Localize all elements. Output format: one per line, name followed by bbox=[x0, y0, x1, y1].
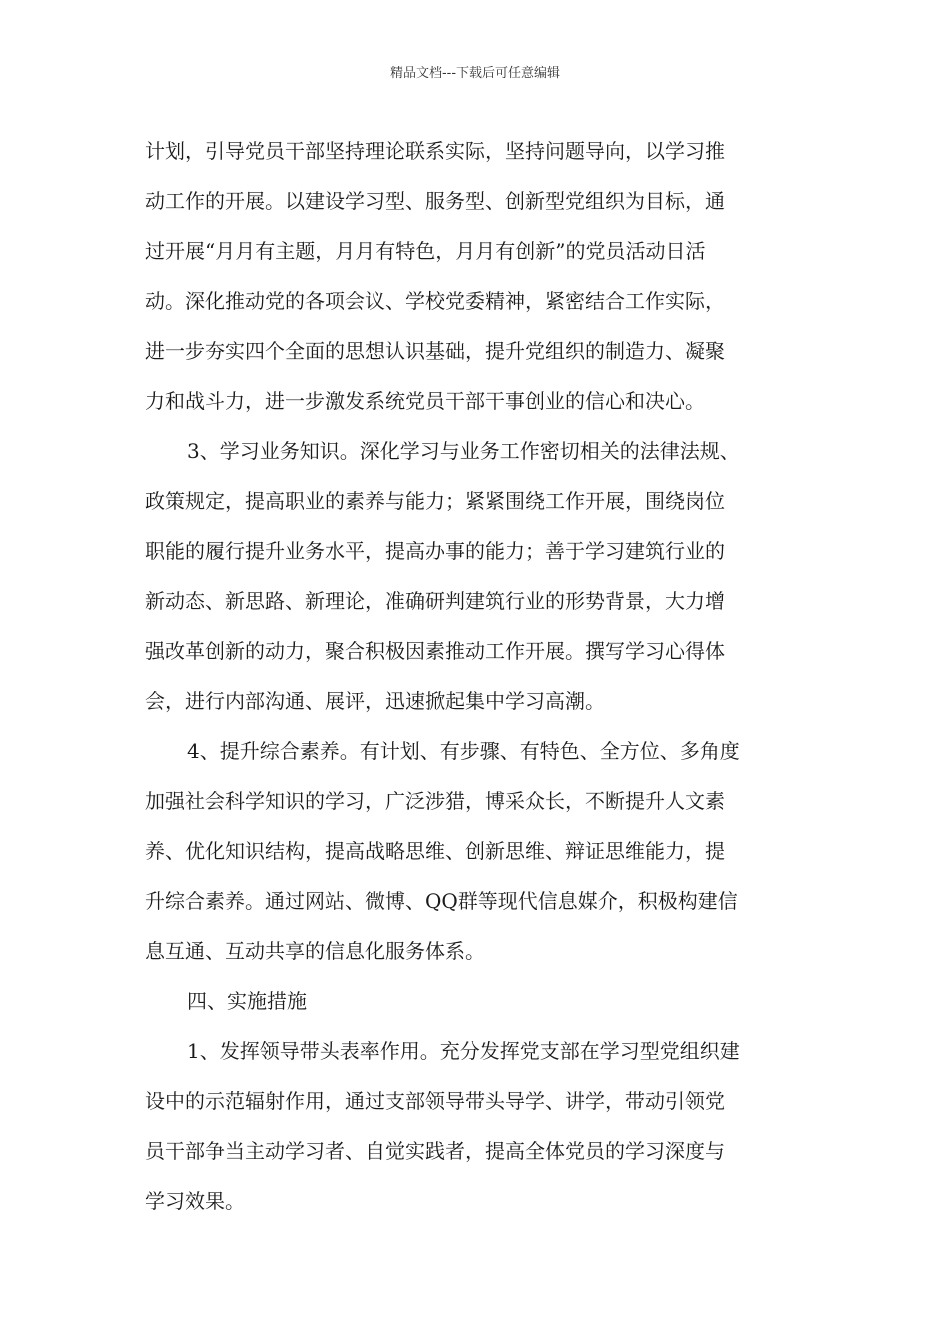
text-line: 加强社会科学知识的学习，广泛涉猎，博采众长，不断提升人文素 bbox=[145, 789, 725, 813]
text-line: 过开展“月月有主题，月月有特色，月月有创新”的党员活动日活 bbox=[145, 239, 706, 263]
text-line: 动。深化推动党的各项会议、学校党委精神，紧密结合工作实际， bbox=[145, 289, 725, 313]
paragraph-start-line: 1、发挥领导带头表率作用。充分发挥党支部在学习型党组织建 bbox=[187, 1039, 740, 1063]
text-line: 息互通、互动共享的信息化服务体系。 bbox=[145, 939, 485, 963]
text-line: 职能的履行提升业务水平，提高办事的能力；善于学习建筑行业的 bbox=[145, 539, 725, 563]
text-line: 力和战斗力，进一步激发系统党员干部干事创业的信心和决心。 bbox=[145, 389, 705, 413]
paragraph-start-line: 3、学习业务知识。深化学习与业务工作密切相关的法律法规、 bbox=[187, 439, 740, 463]
text-line: 进一步夯实四个全面的思想认识基础，提升党组织的制造力、凝聚 bbox=[145, 339, 725, 363]
text-line: 学习效果。 bbox=[145, 1189, 245, 1213]
text-line: 养、优化知识结构，提高战略思维、创新思维、辩证思维能力，提 bbox=[145, 839, 725, 863]
text-line: 计划，引导党员干部坚持理论联系实际，坚持问题导向，以学习推 bbox=[145, 139, 725, 163]
text-line: 政策规定，提高职业的素养与能力；紧紧围绕工作开展，围绕岗位 bbox=[145, 489, 725, 513]
text-line: 员干部争当主动学习者、自觉实践者，提高全体党员的学习深度与 bbox=[145, 1139, 725, 1163]
page-header: 精品文档---下载后可任意编辑 bbox=[389, 66, 561, 81]
paragraph-start-line: 4、提升综合素养。有计划、有步骤、有特色、全方位、多角度 bbox=[187, 739, 740, 763]
text-line: 会，进行内部沟通、展评，迅速掀起集中学习高潮。 bbox=[145, 689, 605, 713]
text-line: 新动态、新思路、新理论，准确研判建筑行业的形势背景，大力增 bbox=[145, 589, 725, 613]
document-body bbox=[145, 126, 817, 1226]
text-line: 升综合素养。通过网站、微博、QQ群等现代信息媒介，积极构建信 bbox=[145, 889, 738, 913]
text-line: 动工作的开展。以建设学习型、服务型、创新型党组织为目标，通 bbox=[145, 189, 725, 213]
section-heading: 四、实施措施 bbox=[187, 989, 307, 1013]
text-line: 设中的示范辐射作用，通过支部领导带头导学、讲学，带动引领党 bbox=[145, 1089, 725, 1113]
text-line: 强改革创新的动力，聚合积极因素推动工作开展。撰写学习心得体 bbox=[145, 639, 725, 663]
